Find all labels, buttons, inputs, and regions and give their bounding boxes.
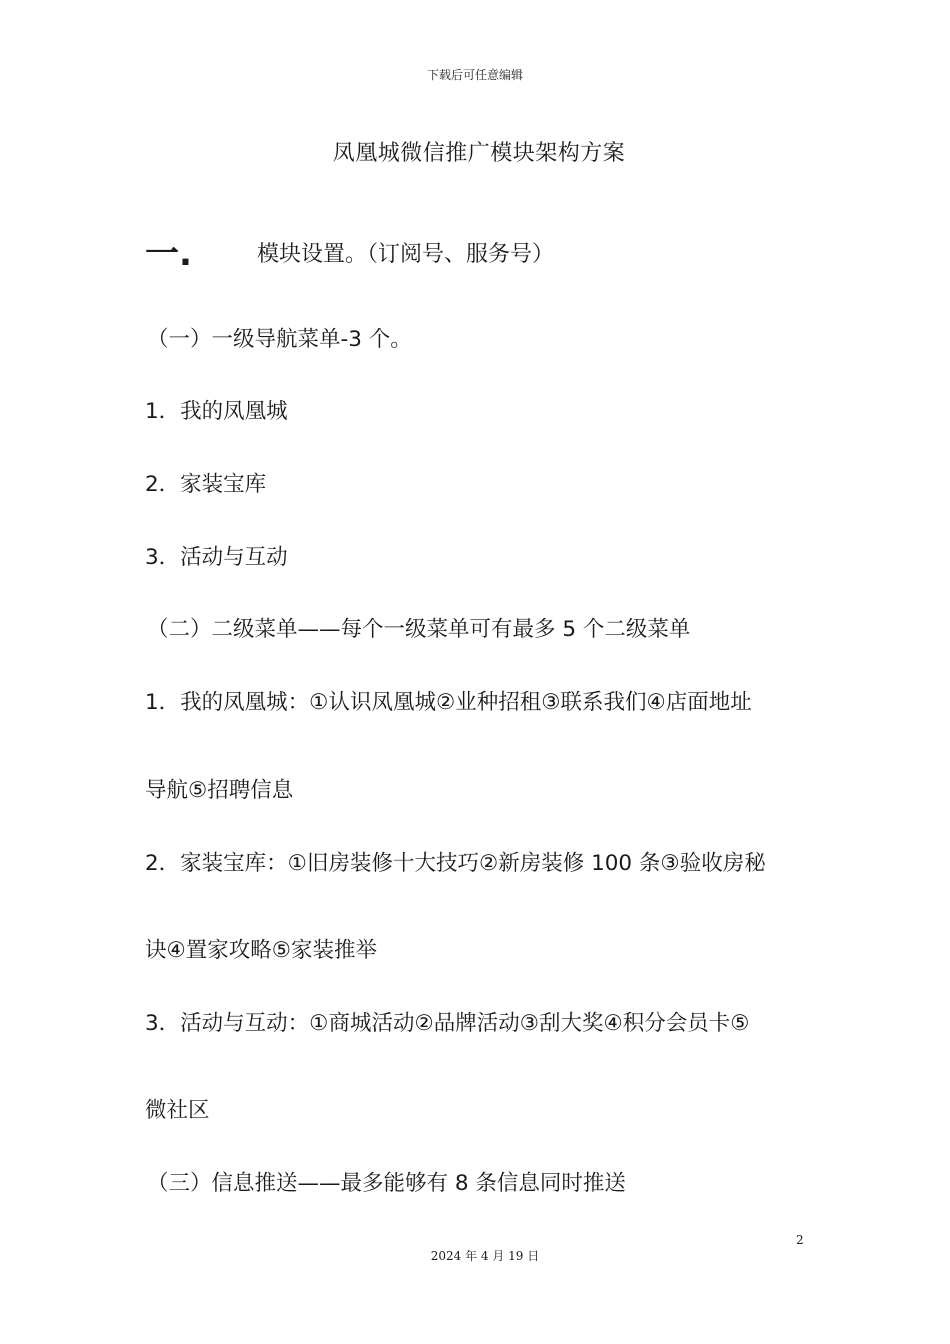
- paragraph-line: 微社区: [145, 1098, 210, 1123]
- paragraph-line: 3．活动与互动：①商城活动②品牌活动③刮大奖④积分会员卡⑤: [145, 1011, 750, 1036]
- part1-heading: （一）一级导航菜单-3 个。: [147, 327, 412, 352]
- list-item: 3．活动与互动: [145, 545, 288, 570]
- list-item: 2．家装宝库: [145, 472, 267, 497]
- document-title: 凤凰城微信推广模块架构方案: [332, 141, 626, 166]
- part3-heading: （三）信息推送——最多能够有 8 条信息同时推送: [147, 1171, 626, 1196]
- page-number: 2: [796, 1233, 804, 1247]
- paragraph-line: 导航⑤招聘信息: [145, 778, 294, 803]
- paragraph-line: 1．我的凤凰城：①认识凤凰城②业种招租③联系我们④店面地址: [145, 690, 752, 715]
- footer-date: 2024 年 4 月 19 日: [430, 1249, 540, 1263]
- part2-heading: （二）二级菜单——每个一级菜单可有最多 5 个二级菜单: [147, 617, 691, 642]
- section-number: 一.: [145, 234, 192, 274]
- paragraph-line: 2．家装宝库：①旧房装修十大技巧②新房装修 100 条③验收房秘: [145, 851, 766, 876]
- page-header: 下载后可任意编辑: [426, 68, 523, 82]
- section-heading-text: 模块设置。（订阅号、服务号）: [257, 242, 555, 267]
- paragraph-line: 诀④置家攻略⑤家装推举: [145, 938, 378, 963]
- list-item: 1．我的凤凰城: [145, 399, 288, 424]
- section-heading-1: [145, 226, 554, 275]
